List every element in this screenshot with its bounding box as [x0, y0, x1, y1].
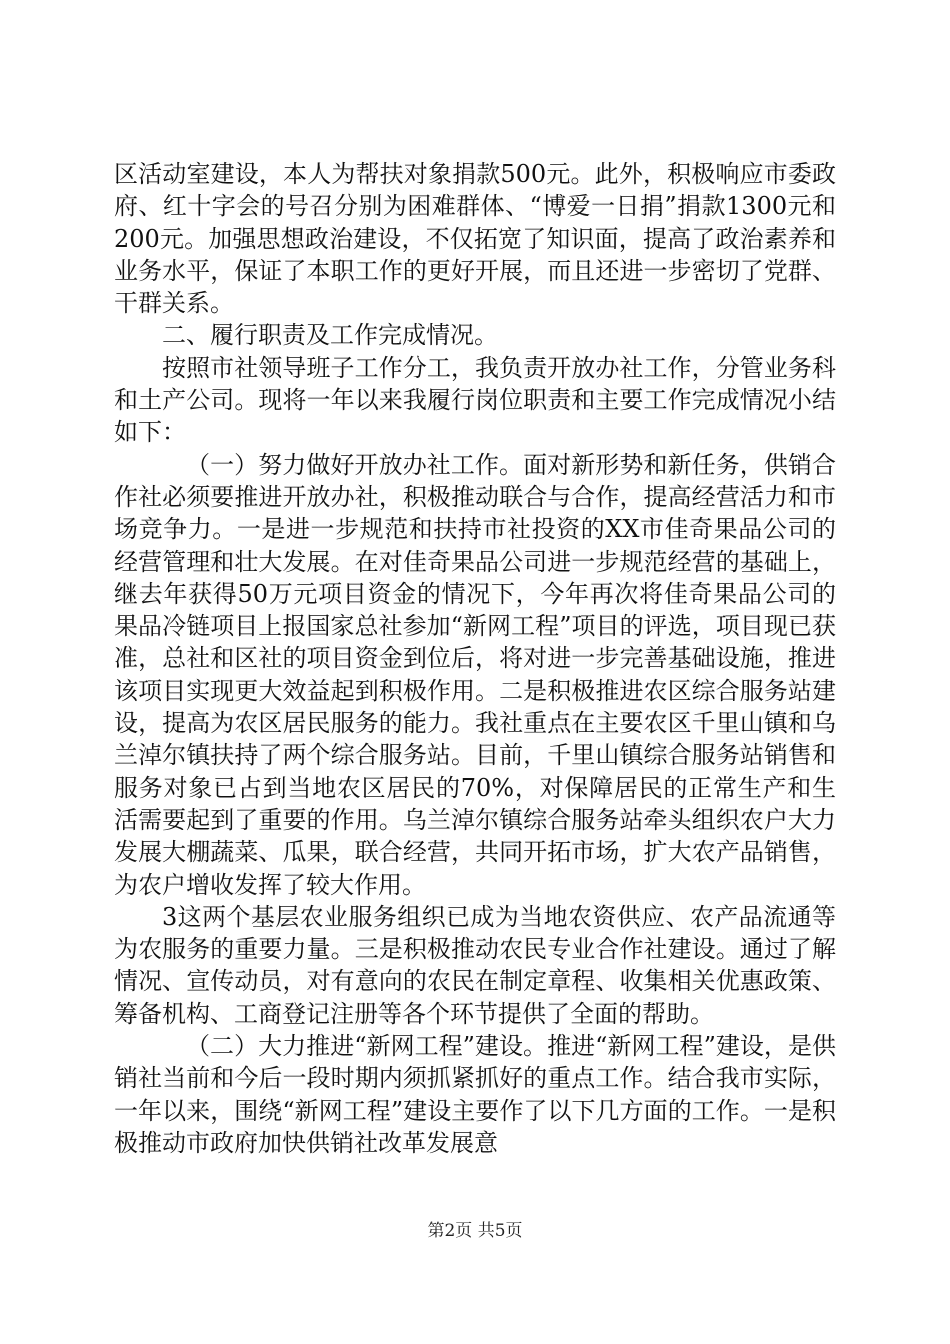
paragraph-grassroots-service: 3这两个基层农业服务组织已成为当地农资供应、农产品流通等为农服务的重要力量。三是积极推动农民专业合作社建设。通过了解情况、宣传动员，对有意向的农民在制定章程、收集相关优惠政策、筹备机构、工商登记注册等各个环节提供了全面的帮助。	[114, 902, 836, 1028]
paragraph-open-cooperative: （一）努力做好开放办社工作。面对新形势和新任务，供销合作社必须要推进开放办社，积极推动联合与合作，提高经营活力和市场竞争力。一是进一步规范和扶持市社投资的XX市佳奇果品公司的经营管理和壮大发展。在对佳奇果品公司进一步规范经营的基础上，继去年获得50万元项目资金的情况下，今年再次将佳奇果品公司的果品冷链项目上报国家总社参加“新网工程”项目的评选，项目现已获准，总社和区社的项目资金到位后，将对进一步完善基础设施，推进该项目实现更大效益起到积极作用。二是积极推进农区综合服务站建设，提高为农区居民服务的能力。我社重点在主要农区千里山镇和乌兰淖尔镇扶持了两个综合服务站。目前，千里山镇综合服务站销售和服务对象已占到当地农区居民的70%，对保障居民的正常生产和生活需要起到了重要的作用。乌兰淖尔镇综合服务站牵头组织农户大力发展大棚蔬菜、瓜果，联合经营，共同开拓市场，扩大农产品销售，为农户增收发挥了较大作用。	[114, 450, 836, 899]
document-body	[114, 158, 836, 1159]
paragraph-new-network-project: （二）大力推进“新网工程”建设。推进“新网工程”建设，是供销社当前和今后一段时期内须抓紧抓好的重点工作。结合我市实际，一年以来，围绕“新网工程”建设主要作了以下几方面的工作。一是积极推动市政府加快供销社改革发展意	[114, 1032, 836, 1157]
page-number-footer: 第2页 共5页	[427, 1221, 523, 1241]
paragraph-continued: 区活动室建设，本人为帮扶对象捐款500元。此外，积极响应市委政府、红十字会的号召分别为困难群体、“博爱一日捐”捐款1300元和200元。加强思想政治建设，不仅拓宽了知识面，提高了政治素养和业务水平，保证了本职工作的更好开展，而且还进一步密切了党群、干群关系。	[114, 160, 836, 318]
paragraph-division-of-work: 按照市社领导班子工作分工，我负责开放办社工作，分管业务科和土产公司。现将一年以来我履行岗位职责和主要工作完成情况小结如下：	[114, 353, 836, 447]
section-heading-duties: 二、履行职责及工作完成情况。	[162, 321, 498, 350]
